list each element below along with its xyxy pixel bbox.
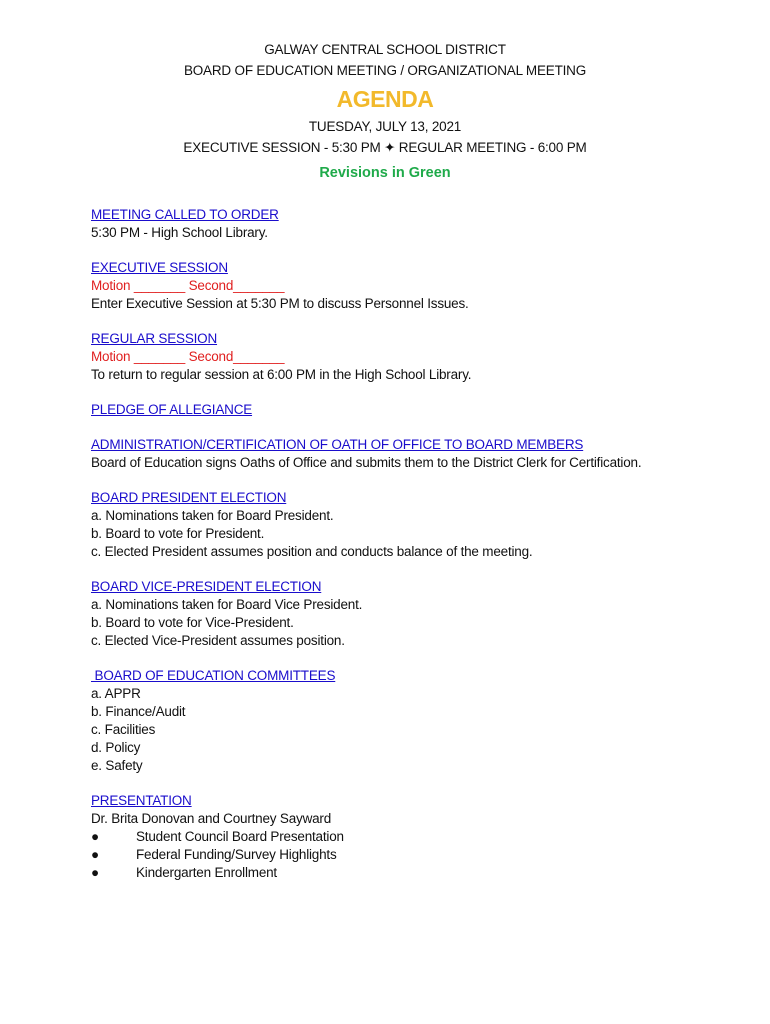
- section-title-link[interactable]: PLEDGE OF ALLEGIANCE: [91, 402, 253, 417]
- section-title-link[interactable]: BOARD VICE-PRESIDENT ELECTION: [91, 579, 322, 594]
- section-title-link[interactable]: ADMINISTRATION/CERTIFICATION OF OATH OF OFFICE TO BOARD MEMBERS: [91, 437, 584, 452]
- bullet-text: Kindergarten Enrollment: [136, 865, 277, 880]
- list-item: a. Nominations taken for Board President.: [91, 508, 334, 523]
- section-committees: [91, 667, 731, 775]
- section-presentation: [91, 792, 731, 882]
- list-item: b. Finance/Audit: [91, 704, 186, 719]
- motion-line: Motion _______ Second_______: [91, 349, 285, 364]
- section-president-election: [91, 489, 731, 561]
- list-item: a. Nominations taken for Board Vice President.: [91, 597, 363, 612]
- agenda-title: AGENDA: [336, 86, 434, 112]
- section-title-link[interactable]: BOARD PRESIDENT ELECTION: [91, 490, 287, 505]
- bullet-item: [91, 864, 731, 882]
- section-title-link[interactable]: REGULAR SESSION: [91, 331, 218, 346]
- revisions-note: Revisions in Green: [319, 165, 451, 181]
- district-name: GALWAY CENTRAL SCHOOL DISTRICT: [264, 42, 506, 57]
- list-item: a. APPR: [91, 686, 141, 701]
- list-item: d. Policy: [91, 740, 141, 755]
- section-pledge: [91, 401, 731, 419]
- section-regular-session: [91, 330, 731, 384]
- list-item: e. Safety: [91, 758, 143, 773]
- section-title-link[interactable]: EXECUTIVE SESSION: [91, 260, 228, 275]
- section-called-to-order: [91, 206, 731, 242]
- list-item: c. Facilities: [91, 722, 156, 737]
- section-text: 5:30 PM - High School Library.: [91, 225, 268, 240]
- bullet-icon: ●: [91, 847, 99, 862]
- motion-line: Motion _______ Second_______: [91, 278, 285, 293]
- meeting-date: TUESDAY, JULY 13, 2021: [308, 119, 462, 134]
- list-item: c. Elected Vice-President assumes position.: [91, 633, 345, 648]
- section-title-link[interactable]: BOARD OF EDUCATION COMMITTEES: [91, 668, 336, 683]
- section-vice-president-election: [91, 578, 731, 650]
- bullet-text: Federal Funding/Survey Highlights: [136, 847, 337, 862]
- bullet-icon: ●: [91, 829, 99, 844]
- section-executive-session: [91, 259, 731, 313]
- bullet-item: [91, 828, 731, 846]
- bullet-icon: ●: [91, 865, 99, 880]
- session-times: EXECUTIVE SESSION - 5:30 PM ✦ REGULAR MEETING - 6:00 PM: [183, 140, 587, 155]
- section-title-link[interactable]: PRESENTATION: [91, 793, 192, 808]
- bullet-text: Student Council Board Presentation: [136, 829, 344, 844]
- list-item: c. Elected President assumes position and conducts balance of the meeting.: [91, 544, 533, 559]
- section-text: Enter Executive Session at 5:30 PM to discuss Personnel Issues.: [91, 296, 469, 311]
- list-item: b. Board to vote for President.: [91, 526, 265, 541]
- section-title-link[interactable]: MEETING CALLED TO ORDER: [91, 207, 279, 222]
- list-item: b. Board to vote for Vice-President.: [91, 615, 294, 630]
- presenters: Dr. Brita Donovan and Courtney Sayward: [91, 811, 332, 826]
- section-text: To return to regular session at 6:00 PM in the High School Library.: [91, 367, 472, 382]
- section-text: Board of Education signs Oaths of Office and submits them to the District Clerk for Certification.: [91, 455, 642, 470]
- agenda-header: [0, 0, 770, 185]
- meeting-type: BOARD OF EDUCATION MEETING / ORGANIZATIONAL MEETING: [183, 63, 587, 78]
- section-oath-of-office: [91, 436, 731, 472]
- agenda-body: [91, 206, 731, 899]
- bullet-item: [91, 846, 731, 864]
